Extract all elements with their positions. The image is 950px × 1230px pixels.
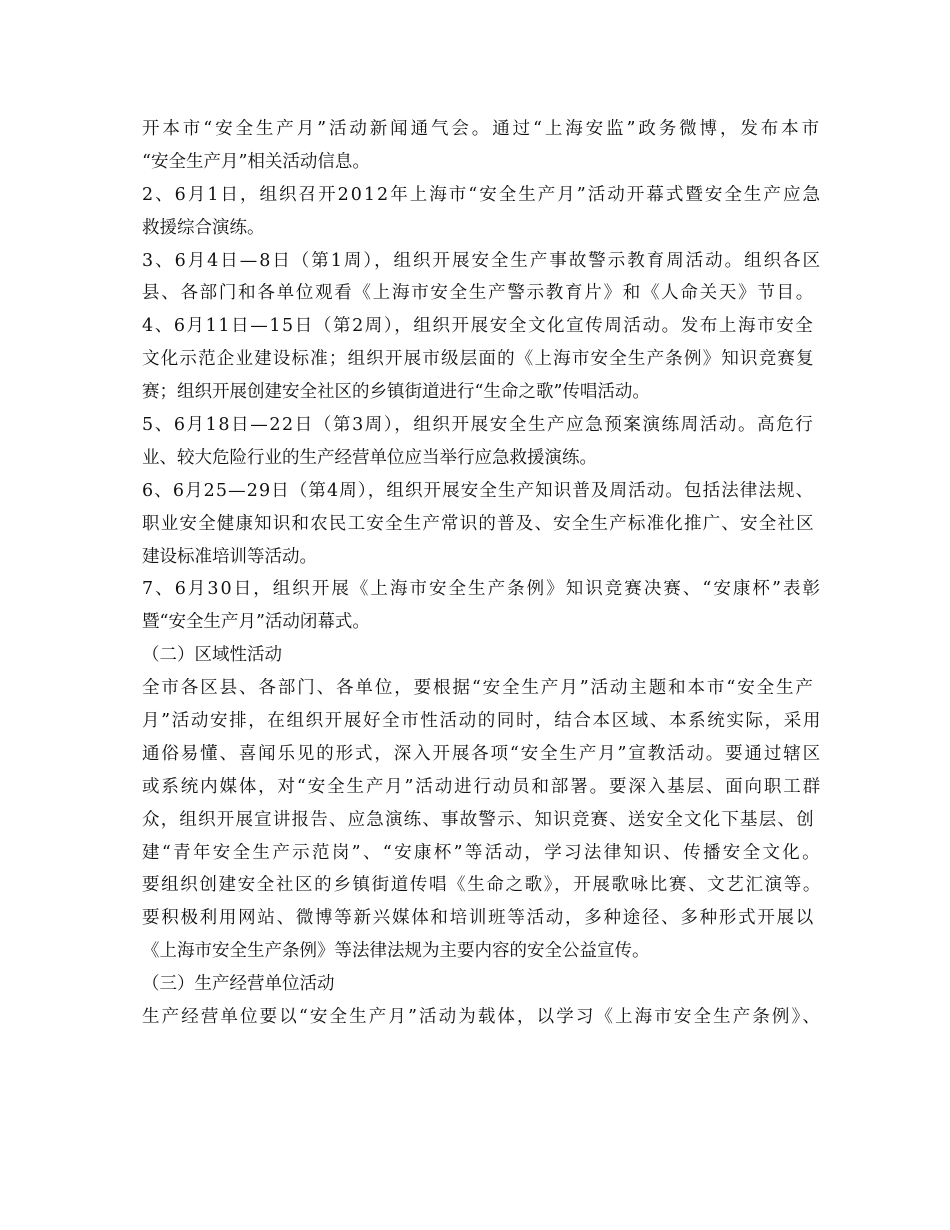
text-line: 文化示范企业建设标准；组织开展市级层面的《上海市安全生产条例》知识竞赛复: [142, 349, 815, 370]
text-line: 救援综合演练。: [142, 217, 265, 238]
section-heading: （三）生产经营单位活动: [142, 974, 335, 995]
text-line: 月”活动安排，在组织开展好全市性活动的同时，结合本区域、本系统实际，采用: [142, 711, 822, 732]
text-line: 6、6月25—29日（第4周），组织开展安全生产知识普及周活动。包括法律法规、: [142, 480, 815, 501]
section-heading: （二）区域性活动: [142, 645, 282, 666]
text-line: 要组织创建安全社区的乡镇街道传唱《生命之歌》，开展歌咏比赛、文艺汇演等。: [142, 875, 822, 896]
text-line: “安全生产月”相关活动信息。: [142, 151, 370, 172]
text-line: 通俗易懂、喜闻乐见的形式，深入开展各项“安全生产月”宣教活动。要通过辖区: [142, 743, 822, 764]
text-line: 开本市“安全生产月”活动新闻通气会。通过“上海安监”政务微博，发布本市: [142, 119, 822, 139]
text-line: 《上海市安全生产条例》等法律法规为主要内容的安全公益宣传。: [142, 941, 650, 962]
text-line: 职业安全健康知识和农民工安全生产常识的普及、安全生产标准化推广、安全社区: [142, 513, 815, 534]
text-line: 生产经营单位要以“安全生产月”活动为载体，以学习《上海市安全生产条例》、: [142, 1007, 822, 1028]
text-line: 2、6月1日，组织召开2012年上海市“安全生产月”活动开幕式暨安全生产应急: [142, 184, 822, 205]
text-line: 或系统内媒体，对“安全生产月”活动进行动员和部署。要深入基层、面向职工群: [142, 776, 822, 797]
text-line: 7、6月30日，组织开展《上海市安全生产条例》知识竞赛决赛、“安康杯”表彰: [142, 579, 822, 600]
text-line: 4、6月11日—15日（第2周），组织开展安全文化宣传周活动。发布上海市安全: [142, 316, 815, 337]
text-line: 全市各区县、各部门、各单位，要根据“安全生产月”活动主题和本市“安全生产: [142, 678, 815, 699]
text-line: 业、较大危险行业的生产经营单位应当举行应急救援演练。: [142, 447, 597, 468]
text-line: 县、各部门和各单位观看《上海市安全生产警示教育片》和《人命关天》节目。: [142, 283, 816, 304]
text-line: 赛；组织开展创建安全社区的乡镇街道进行“生命之歌”传唱活动。: [142, 382, 650, 403]
text-line: 5、6月18日—22日（第3周），组织开展安全生产应急预案演练周活动。高危行: [142, 415, 815, 436]
text-line: 暨“安全生产月”活动闭幕式。: [142, 612, 370, 633]
text-line: 要积极利用网站、微博等新兴媒体和培训班等活动，多种途径、多种形式开展以: [142, 908, 816, 929]
document-body: [142, 113, 822, 1034]
text-line: 3、6月4日—8日（第1周），组织开展安全生产事故警示教育周活动。组织各区: [142, 250, 822, 271]
text-line: 众，组织开展宣讲报告、应急演练、事故警示、知识竞赛、送安全文化下基层、创: [142, 809, 815, 830]
text-line: 建“青年安全生产示范岗”、“安康杯”等活动，学习法律知识、传播安全文化。: [142, 842, 822, 863]
text-line: 建设标准培训等活动。: [142, 546, 317, 567]
